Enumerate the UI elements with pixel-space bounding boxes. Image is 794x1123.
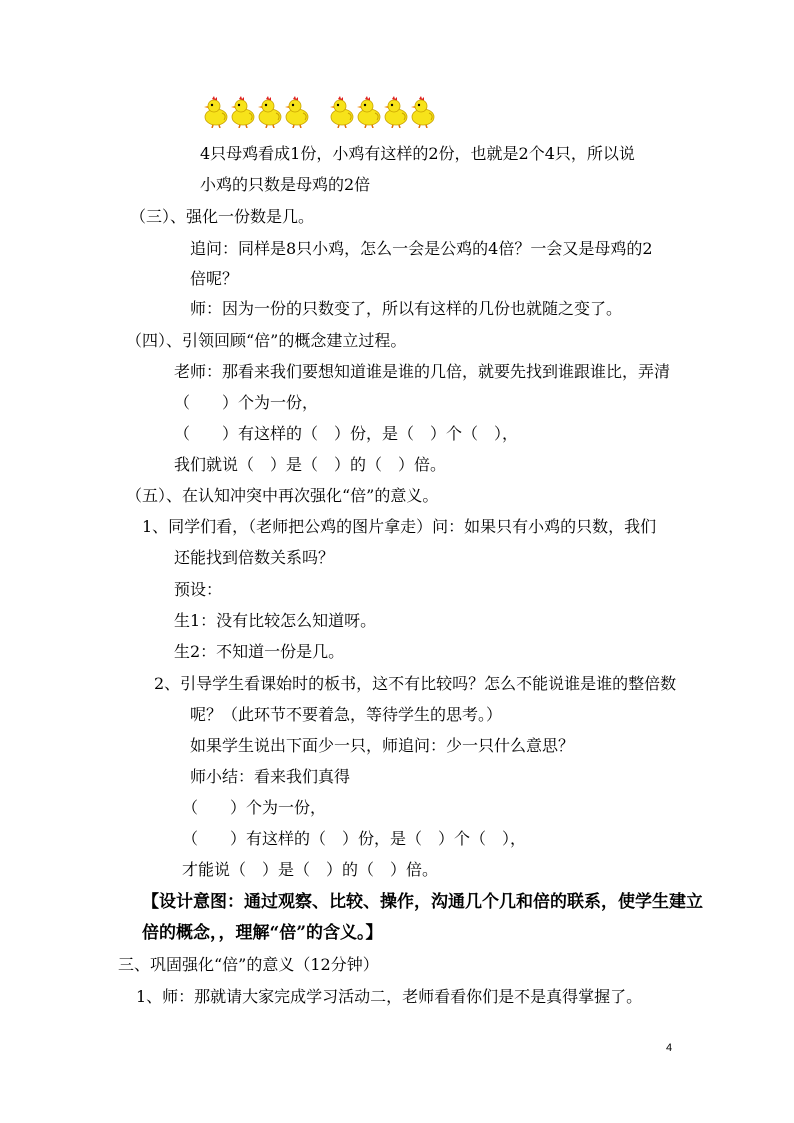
text-line: 1、师：那就请大家完成学习活动二，老师看看你们是不是真得掌握了。 (136, 987, 643, 1006)
page-number: 4 (666, 1042, 673, 1054)
text-line: 呢？（此环节不要着急，等待学生的思考。） (190, 705, 503, 724)
fill-blank-line: （ ）个为一份， (182, 798, 327, 817)
chick-icon (326, 96, 356, 128)
text-line: 如果学生说出下面少一只，师追问：少一只什么意思？ (190, 736, 575, 755)
section-heading: （四）、引领回顾“倍”的概念建立过程。 (126, 331, 407, 350)
fill-blank-line: （ ）个为一份， (174, 393, 319, 412)
fill-blank-line: （ ）有这样的（ ）份，是（ ）个（ ）， (182, 829, 527, 848)
section-heading: （五）、在认知冲突中再次强化“倍”的意义。 (126, 486, 439, 505)
text-line: 生2：不知道一份是几。 (174, 642, 345, 661)
chick-icon (254, 96, 284, 128)
design-intent-note: 【设计意图：通过观察、比较、操作，沟通几个几和倍的联系，使学生建立 (142, 892, 703, 912)
fill-blank-line: 我们就说（ ）是（ ）的（ ）倍。 (174, 455, 447, 474)
text-line: 追问：同样是8只小鸡，怎么一会是公鸡的4倍？一会又是母鸡的2 (190, 239, 653, 258)
text-line: 预设： (174, 580, 223, 599)
chick-icon (380, 96, 410, 128)
section-heading: 三、巩固强化“倍”的意义（12分钟） (118, 955, 379, 974)
text-line: 师：因为一份的只数变了，所以有这样的几份也就随之变了。 (190, 299, 623, 318)
text-line: 小鸡的只数是母鸡的2倍 (200, 175, 371, 194)
fill-blank-line: （ ）有这样的（ ）份，是（ ）个（ ）， (174, 424, 519, 443)
text-line: 2、引导学生看课始时的板书，这不有比较吗？怎么不能说谁是谁的整倍数 (154, 674, 677, 693)
chick-group-left (200, 96, 312, 130)
chick-icon (227, 96, 257, 128)
text-line: 老师：那看来我们要想知道谁是谁的几倍，就要先找到谁跟谁比，弄清 (174, 362, 671, 381)
text-line: 还能找到倍数关系吗？ (174, 548, 335, 567)
text-line: 倍呢？ (190, 269, 239, 288)
chick-icon (407, 96, 437, 128)
text-line: 1、同学们看，（老师把公鸡的图片拿走）问：如果只有小鸡的只数，我们 (142, 517, 657, 536)
design-intent-note: 倍的概念，，理解“倍”的含义。】 (142, 923, 383, 943)
chick-group-right (326, 96, 438, 130)
text-line: 师小结：看来我们真得 (190, 767, 351, 786)
chick-icon (353, 96, 383, 128)
section-heading: （三）、强化一份数是几。 (130, 207, 315, 226)
chick-icon (200, 96, 230, 128)
text-line: 生1：没有比较怎么知道呀。 (174, 611, 377, 630)
text-line: 4只母鸡看成1份，小鸡有这样的2份，也就是2个4只，所以说 (200, 144, 635, 163)
chick-icon (281, 96, 311, 128)
fill-blank-line: 才能说（ ）是（ ）的（ ）倍。 (182, 860, 439, 879)
